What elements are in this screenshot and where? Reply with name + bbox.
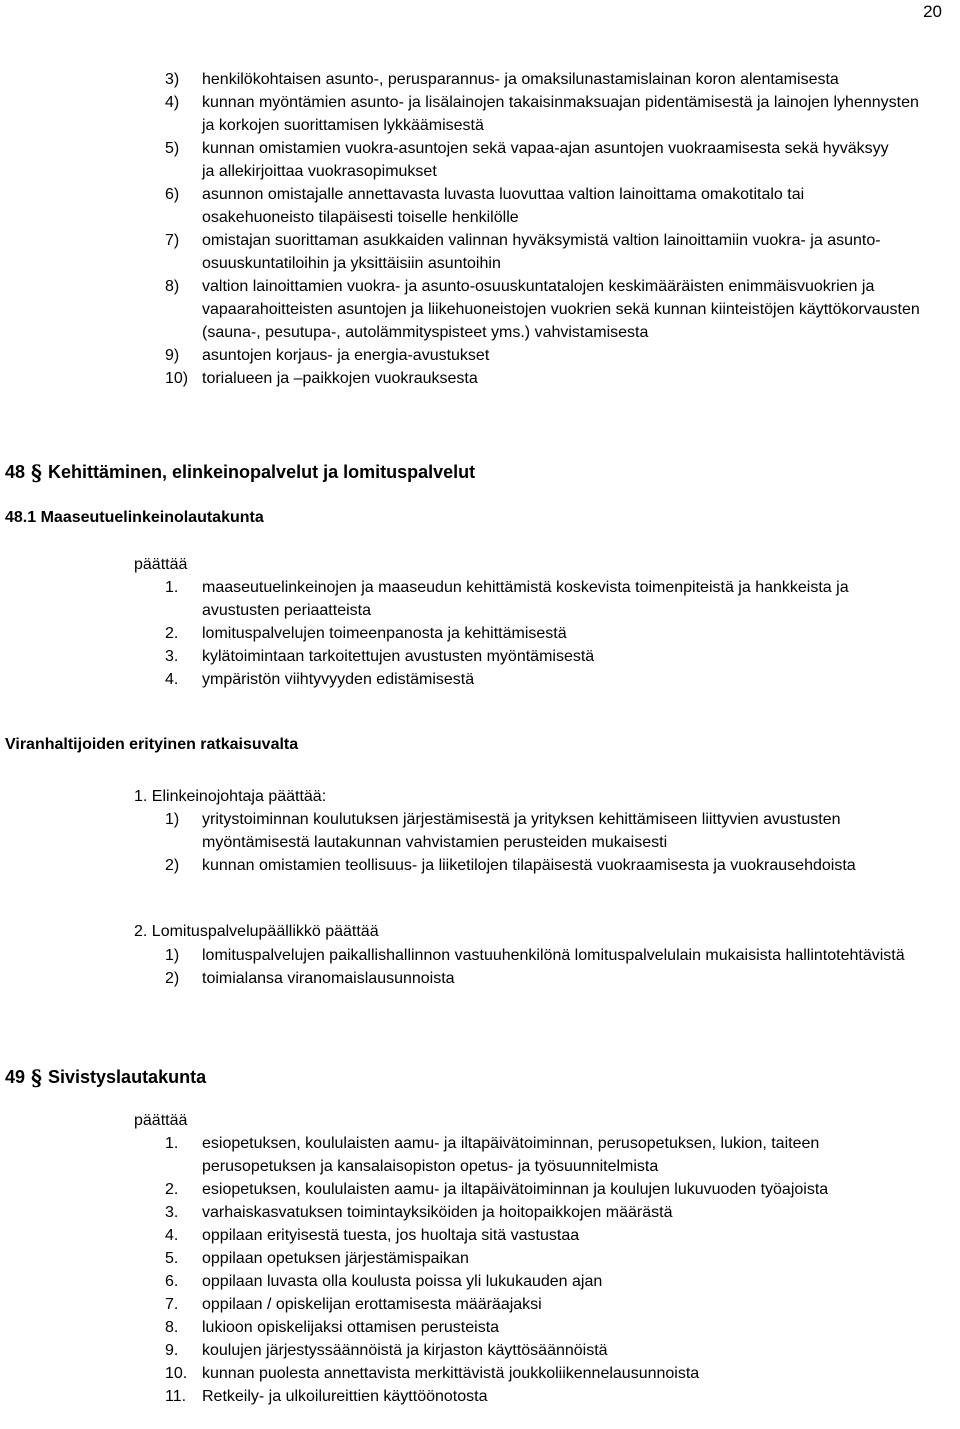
list-item: 2. esiopetuksen, koululaisten aamu- ja iltapäivätoiminnan ja koulujen lukuvuoden työajoista <box>165 1181 829 1198</box>
list-item: 4. ympäristön viihtyvyyden edistämisestä <box>165 671 475 688</box>
section-symbol-icon: § <box>31 1065 43 1090</box>
list-item: 6. oppilaan luvasta olla koulusta poissa yli lukukauden ajan <box>165 1273 603 1290</box>
list-item: 6) asunnon omistajalle annettavasta luvasta luovuttaa valtion lainoittama omakotitalo tai osakehuoneisto tilapäisesti toiselle henkilölle <box>165 186 805 226</box>
section-symbol-icon: § <box>31 460 43 485</box>
housing-decisions-list <box>0 68 960 390</box>
education-board-list <box>0 1132 960 1408</box>
list-item: 10) torialueen ja –paikkojen vuokrauksesta <box>165 370 478 387</box>
list-item: 7. oppilaan / opiskelijan erottamisesta määräajaksi <box>165 1296 542 1313</box>
list-item: 8. lukioon opiskelijaksi ottamisen perusteista <box>165 1319 500 1336</box>
list-item: 3. kylätoimintaan tarkoitettujen avustusten myöntämisestä <box>165 648 595 665</box>
list-item: 11. Retkeily- ja ulkoilureittien käyttöönotosta <box>165 1388 488 1405</box>
list-item: 7) omistajan suorittaman asukkaiden valinnan hyväksymistä valtion lainoittamiin vuokra- ja asunto-osuuskuntatiloihin ja yksittäisiin asuntoihin <box>165 232 881 272</box>
list-item: 8) valtion lainoittamien vuokra- ja asunto-osuuskuntatalojen keskimääräisten enimmäisvuokrien ja vapaarahoitteisten asuntojen ja liikehuoneistojen vuokrien sekä kunnan kiinteistöjen käyttökorvausten (sauna-, pesutupa-, autolämmityspisteet yms.) vahvistamisesta <box>165 278 920 341</box>
business-director-list <box>0 808 960 877</box>
section-49-heading: 49 § Sivistyslautakunta <box>5 1065 207 1090</box>
list-item: 4) kunnan myöntämien asunto- ja lisälainojen takaisinmaksuajan pidentämisestä ja lainojen lyhennysten ja korkojen suorittamisen lykkäämisestä <box>165 94 919 134</box>
decides-label: päättää <box>134 556 188 573</box>
list-item: 2) kunnan omistamien teollisuus- ja liiketilojen tilapäisestä vuokraamisesta ja vuokrausehdoista <box>165 857 856 874</box>
list-item: 1) lomituspalvelujen paikallishallinnon vastuuhenkilönä lomituspalvelulain mukaisista hallintotehtävistä <box>165 947 905 964</box>
section-48-1-heading: 48.1 Maaseutuelinkeinolautakunta <box>5 509 264 526</box>
officials-heading: Viranhaltijoiden erityinen ratkaisuvalta <box>5 736 299 753</box>
list-item: 4. oppilaan erityisestä tuesta, jos huoltaja sitä vastustaa <box>165 1227 580 1244</box>
list-item: 9. koulujen järjestyssäännöistä ja kirjaston käyttösäännöistä <box>165 1342 608 1359</box>
page-number: 20 <box>923 2 942 21</box>
decides-label: päättää <box>134 1112 188 1129</box>
list-item: 10. kunnan puolesta annettavista merkittävistä joukkoliikennelausunnoista <box>165 1365 700 1382</box>
list-item: 9) asuntojen korjaus- ja energia-avustukset <box>165 347 490 364</box>
rural-board-list <box>0 576 960 691</box>
list-item: 3) henkilökohtaisen asunto-, perusparannus- ja omaksilunastamislainan koron alentamisesta <box>165 71 839 88</box>
list-item: 1. maaseutuelinkeinojen ja maaseudun kehittämistä koskevista toimenpiteistä ja hankkeista ja avustusten periaatteista <box>165 579 849 619</box>
group1-label: 1. Elinkeinojohtaja päättää: <box>134 788 327 805</box>
list-item: 1. esiopetuksen, koululaisten aamu- ja iltapäivätoiminnan, perusopetuksen, lukion, taiteen perusopetuksen ja kansalaisopiston opetus- ja työsuunnitelmista <box>165 1135 820 1175</box>
group2-label: 2. Lomituspalvelupäällikkö päättää <box>134 923 379 940</box>
list-item: 2) toimialansa viranomaislausunnoista <box>165 970 455 987</box>
list-item: 5) kunnan omistamien vuokra-asuntojen sekä vapaa-ajan asuntojen vuokraamisesta sekä hyväksyy ja allekirjoittaa vuokrasopimukset <box>165 140 889 180</box>
list-item: 3. varhaiskasvatuksen toimintayksiköiden ja hoitopaikkojen määrästä <box>165 1204 673 1221</box>
section-48-heading: 48 § Kehittäminen, elinkeinopalvelut ja lomituspalvelut <box>5 460 476 485</box>
relief-manager-list <box>0 944 960 990</box>
list-item: 2. lomituspalvelujen toimeenpanosta ja kehittämisestä <box>165 625 567 642</box>
list-item: 1) yritystoiminnan koulutuksen järjestämisestä ja yrityksen kehittämiseen liittyvien avustusten myöntämisestä lautakunnan vahvistamien perusteiden mukaisesti <box>165 811 841 851</box>
list-item: 5. oppilaan opetuksen järjestämispaikan <box>165 1250 469 1267</box>
